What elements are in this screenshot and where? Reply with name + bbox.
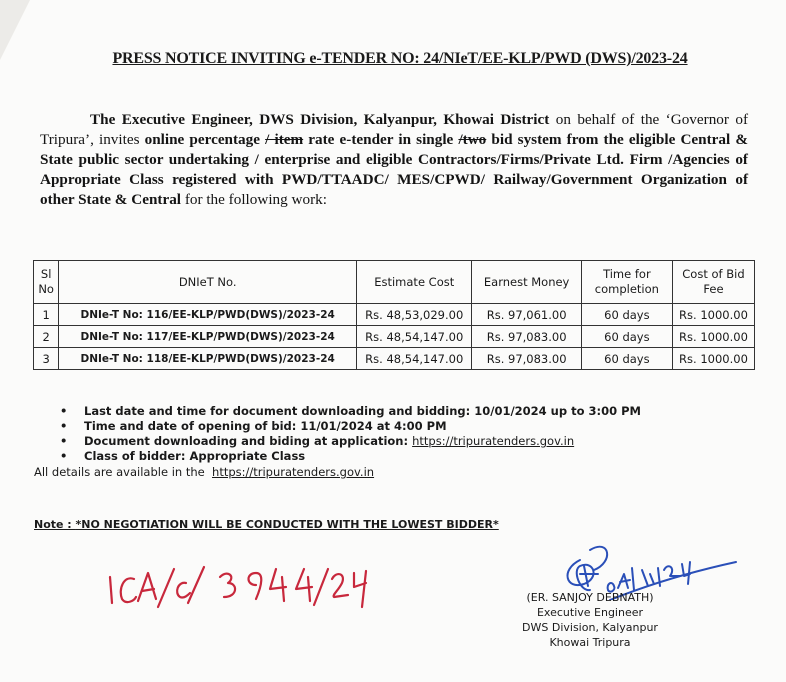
signature-stroke	[568, 560, 594, 590]
page-fold	[0, 0, 30, 60]
struck-text: /two	[458, 131, 487, 148]
cell-earnest: Rs. 97,083.00	[472, 326, 581, 348]
list-item	[60, 434, 680, 449]
list-item	[60, 404, 680, 419]
bullet-icon: •	[60, 419, 68, 433]
header-time-for-completion: Time for completion	[581, 261, 672, 304]
signatory-block	[490, 590, 690, 650]
cell-fee: Rs. 1000.00	[672, 304, 754, 326]
struck-text: / item	[265, 131, 304, 148]
handwritten-stroke	[249, 573, 262, 599]
tender-details-list	[60, 404, 680, 464]
signatory-location: Khowai Tripura	[549, 636, 631, 649]
handwritten-stroke	[296, 569, 312, 601]
signatory-name: (ER. SANJOY DEBNATH)	[526, 591, 654, 604]
note-label: Note :	[34, 518, 76, 531]
handwritten-stroke	[158, 569, 174, 607]
cell-time: 60 days	[581, 304, 672, 326]
press-notice-title: PRESS NOTICE INVITING e-TENDER NO: 24/NIeT/EE-KLP/PWD (DWS)/2023-24	[112, 50, 688, 67]
signature-stroke	[642, 570, 648, 586]
handwritten-stroke	[177, 583, 190, 598]
paragraph-bold-text: bid system from the eligible Central & State public sector undertaking / enterprise and eligible Contractors/Firms/Private Ltd. Firm /Agencies of Appropriate Class registered with PWD/TTAADC/ MES/CPWD/ Railway/Government Organization of other State & Central	[40, 131, 748, 208]
handwritten-stroke	[332, 574, 348, 597]
handwritten-stroke	[188, 567, 204, 603]
handwritten-stroke	[270, 569, 286, 601]
cell-estimate: Rs. 48,54,147.00	[357, 348, 472, 370]
cell-time: 60 days	[581, 348, 672, 370]
cell-dniet: DNIe-T No: 118/EE-KLP/PWD(DWS)/2023-24	[59, 348, 357, 370]
cell-sl: 1	[34, 304, 59, 326]
tender-portal-link[interactable]: https://tripuratenders.gov.in	[412, 434, 575, 448]
handwritten-stroke	[138, 573, 156, 601]
cell-dniet: DNIe-T No: 116/EE-KLP/PWD(DWS)/2023-24	[59, 304, 357, 326]
handwritten-stroke	[354, 571, 366, 607]
handwritten-stroke	[110, 577, 112, 603]
cell-earnest: Rs. 97,061.00	[472, 304, 581, 326]
cell-fee: Rs. 1000.00	[672, 326, 754, 348]
all-details-text: All details are available in the	[34, 465, 213, 479]
signatory-designation: Executive Engineer	[536, 606, 644, 619]
signature-stroke	[608, 574, 630, 592]
cell-sl: 2	[34, 326, 59, 348]
cell-dniet: DNIe-T No: 117/EE-KLP/PWD(DWS)/2023-24	[59, 326, 357, 348]
handwritten-stroke	[121, 578, 136, 602]
header-dniet-no: DNIeT No.	[59, 261, 357, 304]
header-estimate-cost: Estimate Cost	[357, 261, 472, 304]
header-cost-of-bid-fee: Cost of Bid Fee	[672, 261, 754, 304]
list-item-text: Class of bidder: Appropriate Class	[84, 449, 306, 463]
handwritten-stroke	[314, 569, 328, 605]
details-portal-link[interactable]: https://tripuratenders.gov.in	[212, 465, 375, 479]
note-text: *NO NEGOTIATION WILL BE CONDUCTED WITH THE LOWEST BIDDER*	[75, 518, 499, 531]
paragraph-text: for the following work:	[181, 191, 327, 208]
note-line	[34, 518, 499, 531]
signature-stroke	[632, 568, 634, 590]
list-item-text: Last date and time for document downloading and bidding: 10/01/2024 up to 3:00 PM	[84, 404, 641, 418]
cell-earnest: Rs. 97,083.00	[472, 348, 581, 370]
cell-fee: Rs. 1000.00	[672, 348, 754, 370]
signatory-division: DWS Division, Kalyanpur	[522, 621, 658, 634]
issuer-text: The Executive Engineer, DWS Division, Kalyanpur, Khowai District	[90, 111, 550, 128]
table-row	[34, 304, 755, 326]
handwritten-stroke	[220, 574, 235, 597]
list-item-text: Time and date of opening of bid: 11/01/2024 at 4:00 PM	[84, 419, 447, 433]
bullet-icon: •	[60, 434, 68, 448]
handwritten-reference-number	[100, 555, 370, 615]
table-row	[34, 348, 755, 370]
list-item	[60, 419, 680, 434]
bullet-icon: •	[60, 404, 68, 418]
table-row	[34, 326, 755, 348]
bullet-icon: •	[60, 449, 68, 463]
header-sl-no: Sl No	[34, 261, 59, 304]
tender-table	[33, 260, 755, 370]
all-details-line	[34, 465, 374, 479]
list-item-text: Document downloading and biding at application:	[84, 434, 413, 448]
paragraph-bold-text: rate e-tender in single	[303, 131, 459, 148]
signature-stroke	[650, 574, 654, 584]
signature-stroke	[590, 547, 607, 570]
paragraph-text: on behalf of the ‘Governor of Tripura’, invites	[40, 111, 748, 148]
cell-time: 60 days	[581, 326, 672, 348]
paragraph-bold-text: online percentage	[144, 131, 266, 148]
cell-sl: 3	[34, 348, 59, 370]
notice-paragraph	[40, 110, 748, 210]
cell-estimate: Rs. 48,54,147.00	[357, 326, 472, 348]
header-earnest-money: Earnest Money	[472, 261, 581, 304]
signature-stroke	[664, 566, 680, 576]
list-item	[60, 449, 680, 464]
cell-estimate: Rs. 48,53,029.00	[357, 304, 472, 326]
table-header-row	[34, 261, 755, 304]
